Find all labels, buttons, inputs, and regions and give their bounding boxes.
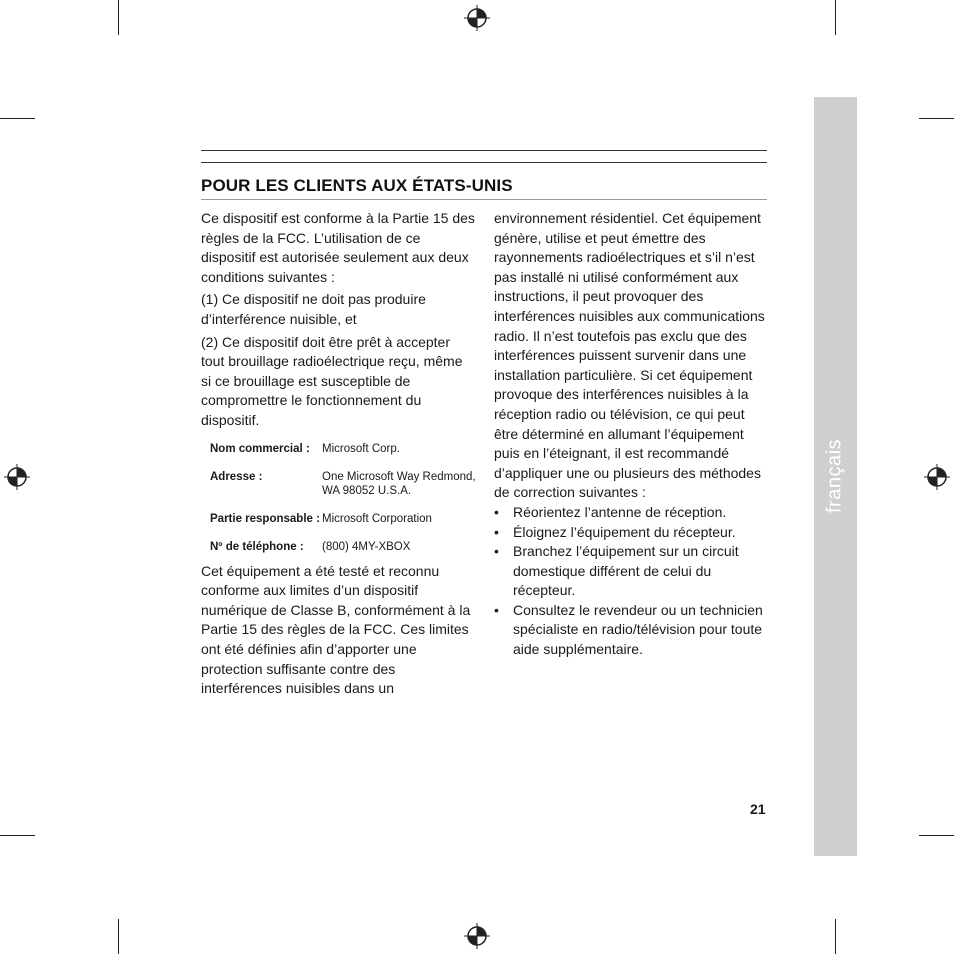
registration-mark-icon bbox=[4, 464, 30, 490]
contact-info-table bbox=[201, 442, 476, 554]
registration-mark-icon bbox=[464, 923, 490, 949]
info-label: Partie responsable : bbox=[210, 512, 320, 525]
table-row bbox=[201, 540, 476, 554]
list-item: • Réorientez l’antenne de réception. bbox=[494, 503, 770, 523]
info-value: (800) 4MY-XBOX bbox=[322, 540, 411, 553]
registration-mark-icon bbox=[924, 464, 950, 490]
heading-underline bbox=[201, 199, 767, 200]
table-row bbox=[201, 512, 476, 540]
crop-mark bbox=[0, 118, 35, 119]
page-number: 21 bbox=[750, 801, 766, 817]
info-value: One Microsoft Way Redmond, WA 98052 U.S.A. bbox=[322, 470, 476, 497]
top-rule bbox=[201, 150, 767, 151]
registration-mark-icon bbox=[464, 5, 490, 31]
body-paragraph: (2) Ce dispositif doit être prêt à accepter tout brouillage radioélectrique reçu, même si ce brouillage est susceptible de compromettre le fonctionnement du dispositif. bbox=[201, 333, 463, 428]
list-item: • Consultez le revendeur ou un technicien spécialiste en radio/télévision pour toute aide supplémentaire. bbox=[494, 601, 770, 660]
crop-mark bbox=[835, 919, 836, 954]
section-heading: POUR LES CLIENTS AUX ÉTATS-UNIS bbox=[201, 176, 513, 195]
top-rule-second bbox=[201, 162, 767, 163]
crop-mark bbox=[0, 835, 35, 836]
table-row bbox=[201, 470, 476, 512]
language-tab-label: français bbox=[823, 438, 846, 514]
table-row bbox=[201, 442, 476, 470]
list-item: • Éloignez l’équipement du récepteur. bbox=[494, 523, 770, 543]
info-value: Microsoft Corporation bbox=[322, 512, 432, 525]
body-paragraph: environnement résidentiel. Cet équipement génère, utilise et peut émettre des rayonnements radioélectriques et s’il n’est pas installé ni utilisé conformément aux instructions, il peut provoquer des interférences nuisibles aux communications radio. Il n’est toutefois pas exclu que des interférences puissent survenir dans une installation particulière. Si cet équipement provoque des interférences nuisibles à la réception radio ou télévision, ce qui peut être déterminé en allumant l’équipement puis en l’éteignant, il est recommandé d’appliquer une ou plusieurs des méthodes de correction suivantes : bbox=[494, 210, 765, 501]
crop-mark bbox=[919, 118, 954, 119]
info-label: Nom commercial : bbox=[210, 442, 310, 455]
body-paragraph: Ce dispositif est conforme à la Partie 15 des règles de la FCC. L’utilisation de ce dispositif est autorisée seulement aux deux conditions suivantes : bbox=[201, 210, 475, 285]
body-paragraph: (1) Ce dispositif ne doit pas produire d’interférence nuisible, et bbox=[201, 291, 426, 327]
list-item: • Branchez l’équipement sur un circuit domestique différent de celui du récepteur. bbox=[494, 542, 770, 601]
info-label: Adresse : bbox=[210, 470, 263, 483]
crop-mark bbox=[118, 0, 119, 35]
crop-mark bbox=[118, 919, 119, 954]
info-label: Nº de téléphone : bbox=[210, 540, 304, 553]
body-paragraph: Cet équipement a été testé et reconnu conforme aux limites d’un dispositif numérique de Classe B, conformément à la Partie 15 des règles de la FCC. Ces limites ont été définies afin d’apporter une protection suffisante contre des interférences nuisibles dans un bbox=[201, 562, 471, 697]
crop-mark bbox=[919, 835, 954, 836]
right-column bbox=[494, 209, 770, 660]
crop-mark bbox=[835, 0, 836, 35]
left-column bbox=[201, 209, 476, 699]
info-value: Microsoft Corp. bbox=[322, 442, 400, 455]
recommendation-list bbox=[494, 503, 770, 660]
